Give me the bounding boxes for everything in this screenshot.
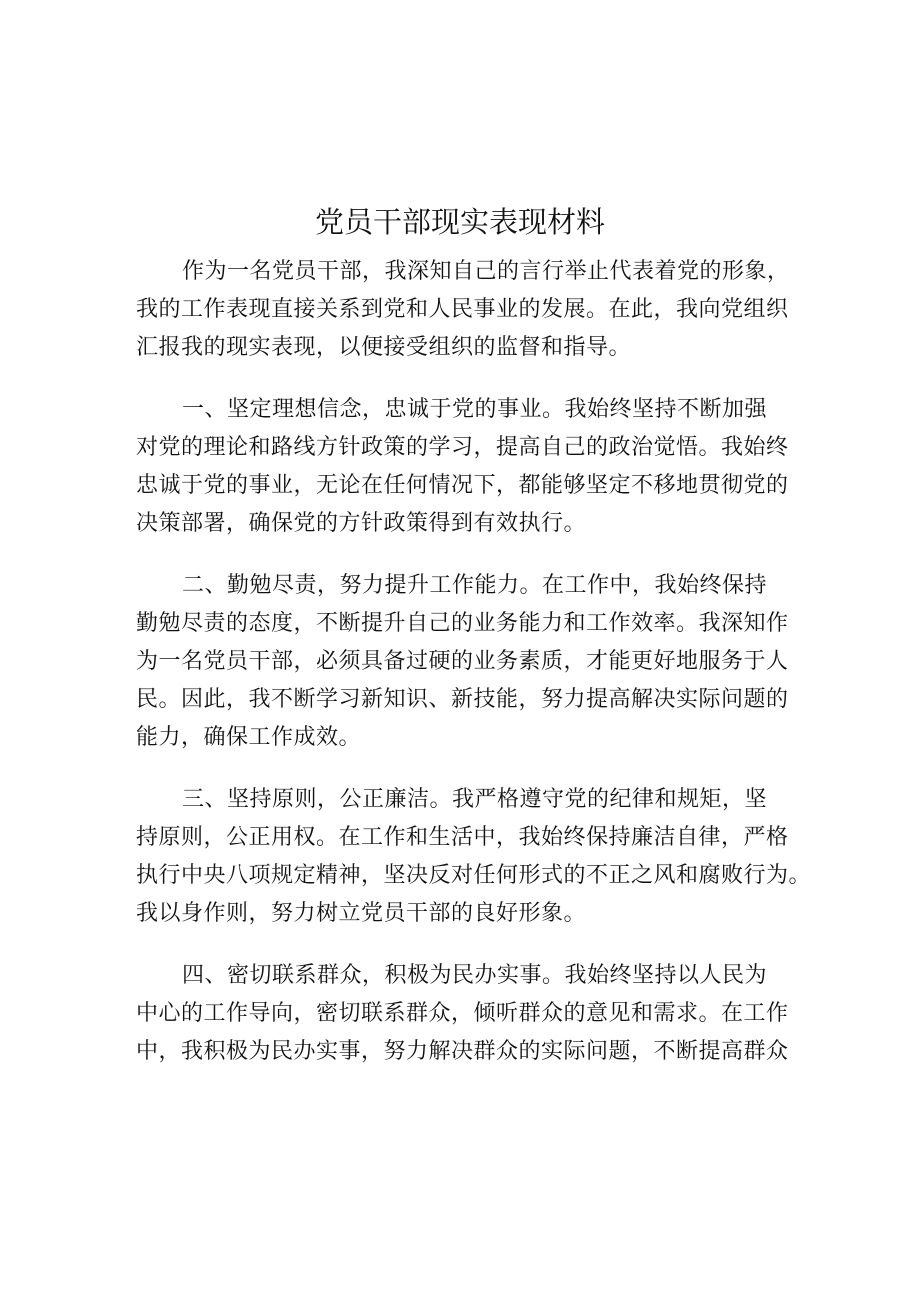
paragraph-line: 对党的理论和路线方针政策的学习，提高自己的政治觉悟。我始终	[136, 435, 789, 460]
paragraph-section-3	[136, 781, 816, 933]
paragraph-line: 三、坚持原则，公正廉洁。我严格遵守党的纪律和规矩，坚	[182, 787, 768, 812]
paragraph-line: 作为一名党员干部，我深知自己的言行举止代表着党的形象，	[182, 259, 790, 284]
paragraph-line: 汇报我的现实表现，以便接受组织的监督和指导。	[136, 335, 632, 360]
paragraph-line: 能力，确保工作成效。	[136, 725, 362, 750]
paragraph-section-2	[136, 567, 816, 757]
paragraph-intro	[136, 253, 816, 367]
paragraph-line: 为一名党员干部，必须具备过硬的业务素质，才能更好地服务于人	[136, 649, 789, 674]
paragraph-line: 我的工作表现直接关系到党和人民事业的发展。在此，我向党组织	[136, 297, 789, 322]
paragraph-line: 决策部署，确保党的方针政策得到有效执行。	[136, 511, 587, 536]
paragraph-line: 中心的工作导向，密切联系群众，倾听群众的意见和需求。在工作	[136, 1001, 789, 1026]
document-title: 党员干部现实表现材料	[314, 205, 605, 239]
paragraph-line: 忠诚于党的事业，无论在任何情况下，都能够坚定不移地贯彻党的	[136, 473, 789, 498]
paragraph-line: 执行中央八项规定精神，坚决反对任何形式的不正之风和腐败行为。	[136, 863, 812, 888]
paragraph-section-1	[136, 391, 816, 543]
paragraph-line: 我以身作则，努力树立党员干部的良好形象。	[136, 901, 587, 926]
paragraph-section-4	[136, 957, 816, 1071]
paragraph-line: 一、坚定理想信念，忠诚于党的事业。我始终坚持不断加强	[182, 397, 768, 422]
paragraph-line: 四、密切联系群众，积极为民办实事。我始终坚持以人民为	[182, 963, 768, 988]
paragraph-line: 中，我积极为民办实事，努力解决群众的实际问题，不断提高群众	[136, 1039, 789, 1064]
paragraph-line: 二、勤勉尽责，努力提升工作能力。在工作中，我始终保持	[182, 573, 768, 598]
paragraph-line: 勤勉尽责的态度，不断提升自己的业务能力和工作效率。我深知作	[136, 611, 789, 636]
paragraph-line: 持原则，公正用权。在工作和生活中，我始终保持廉洁自律，严格	[136, 825, 789, 850]
paragraph-line: 民。因此，我不断学习新知识、新技能，努力提高解决实际问题的	[136, 687, 789, 712]
